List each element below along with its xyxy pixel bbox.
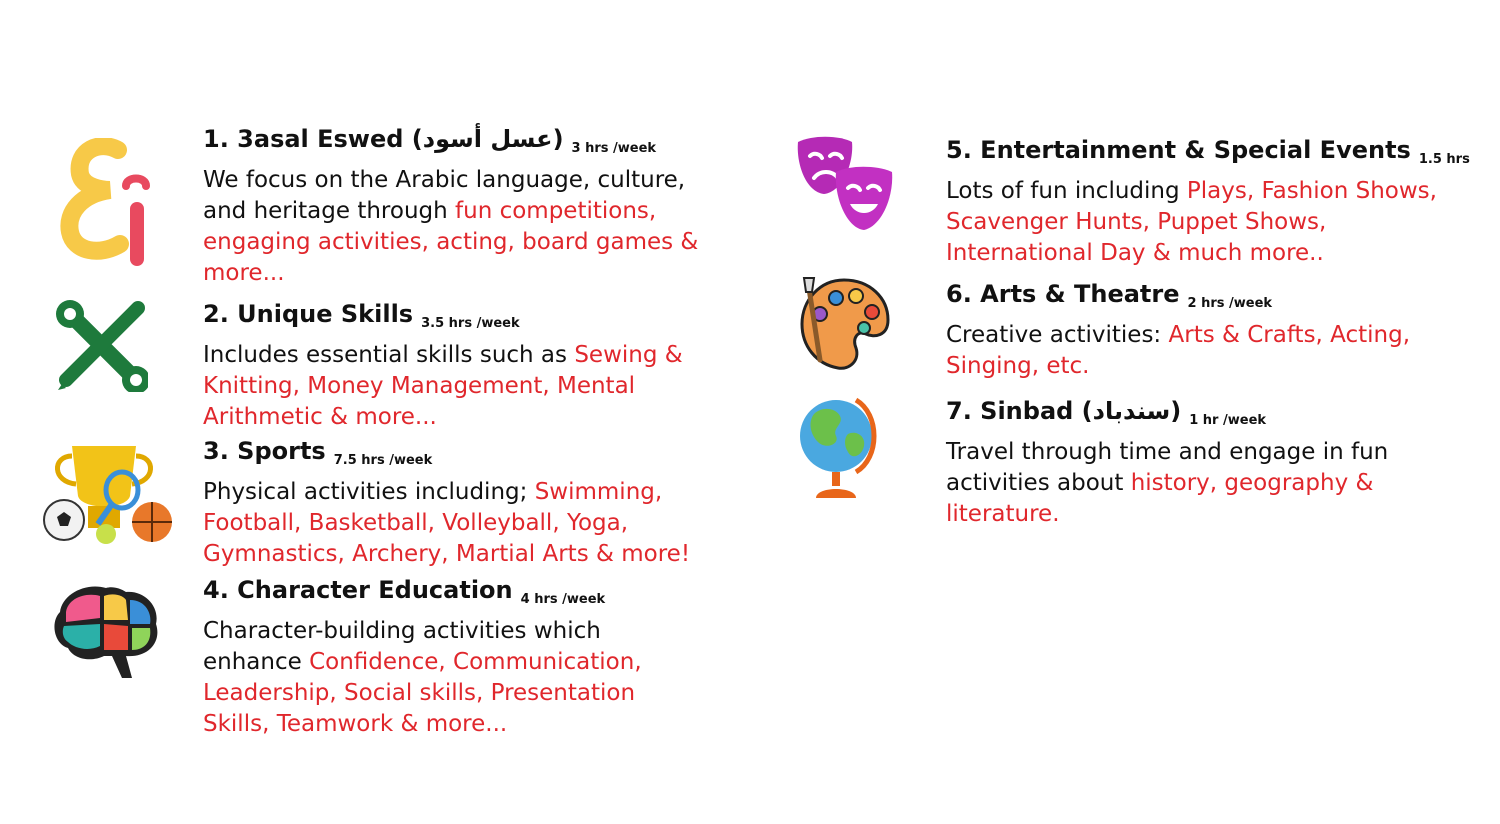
activity-description: Lots of fun including Plays, Fashion Shows, Scavenger Hunts, Puppet Shows, International Day & much more.. — [946, 178, 1437, 266]
sports-trophy-icon — [42, 440, 172, 548]
activity-hours: 2 hrs /week — [1187, 296, 1273, 311]
activity-title: 7. Sinbad (سندباد) $_{1 hr /week}$ — [946, 397, 1267, 428]
activity-title: 1. 3asal Eswed (عسل أسود) $_{3 hrs /week}$ — [203, 125, 657, 156]
activity-entertainment — [946, 136, 1470, 269]
activity-title: 6. Arts & Theatre $_{2 hrs /week}$ — [946, 280, 1273, 311]
activity-hours: 1 hr /week — [1189, 413, 1267, 428]
activity-hours: 4 hrs /week — [520, 592, 606, 607]
paint-palette-icon — [798, 276, 890, 372]
activity-sinbad — [946, 397, 1466, 530]
theatre-masks-icon — [794, 134, 896, 236]
arabic-letters-icon — [60, 138, 160, 272]
activity-arabic — [203, 125, 703, 289]
puzzle-brain-icon — [52, 584, 162, 682]
activity-description: Character-building activities which enhance Confidence, Communication, Leadership, Social skills, Presentation Skills, Teamwork & more... — [203, 618, 642, 737]
activity-sports — [203, 437, 733, 570]
activity-character-education — [203, 576, 703, 740]
activity-title: 5. Entertainment & Special Events $_{1.5 hrs}$ — [946, 136, 1470, 167]
activity-title: 2. Unique Skills $_{3.5 hrs /week}$ — [203, 300, 520, 331]
activity-description: We focus on the Arabic language, culture, and heritage through fun competitions, engaging activities, acting, board games & more... — [203, 167, 699, 286]
activity-description: Physical activities including; Swimming, Football, Basketball, Volleyball, Yoga, Gymnastics, Archery, Martial Arts & more! — [203, 479, 691, 567]
activity-hours: 7.5 hrs /week — [333, 453, 433, 468]
activity-hours: 3.5 hrs /week — [421, 316, 520, 331]
activity-arts-theatre — [946, 280, 1466, 382]
activity-description: Creative activities: Arts & Crafts, Acting, Singing, etc. — [946, 322, 1411, 379]
activity-description: Includes essential skills such as Sewing & Knitting, Money Management, Mental Arithmetic & more... — [203, 342, 683, 430]
activity-title: 3. Sports $_{7.5 hrs /week}$ — [203, 437, 433, 468]
activity-title: 4. Character Education $_{4 hrs /week}$ — [203, 576, 606, 607]
activity-unique-skills — [203, 300, 713, 433]
activity-description: Travel through time and engage in fun activities about history, geography & literature. — [946, 439, 1389, 527]
globe-icon — [796, 394, 882, 500]
tools-icon — [54, 298, 148, 392]
activity-hours: 3 hrs /week — [571, 141, 657, 156]
activity-hours: 1.5 hrs — [1418, 152, 1470, 167]
